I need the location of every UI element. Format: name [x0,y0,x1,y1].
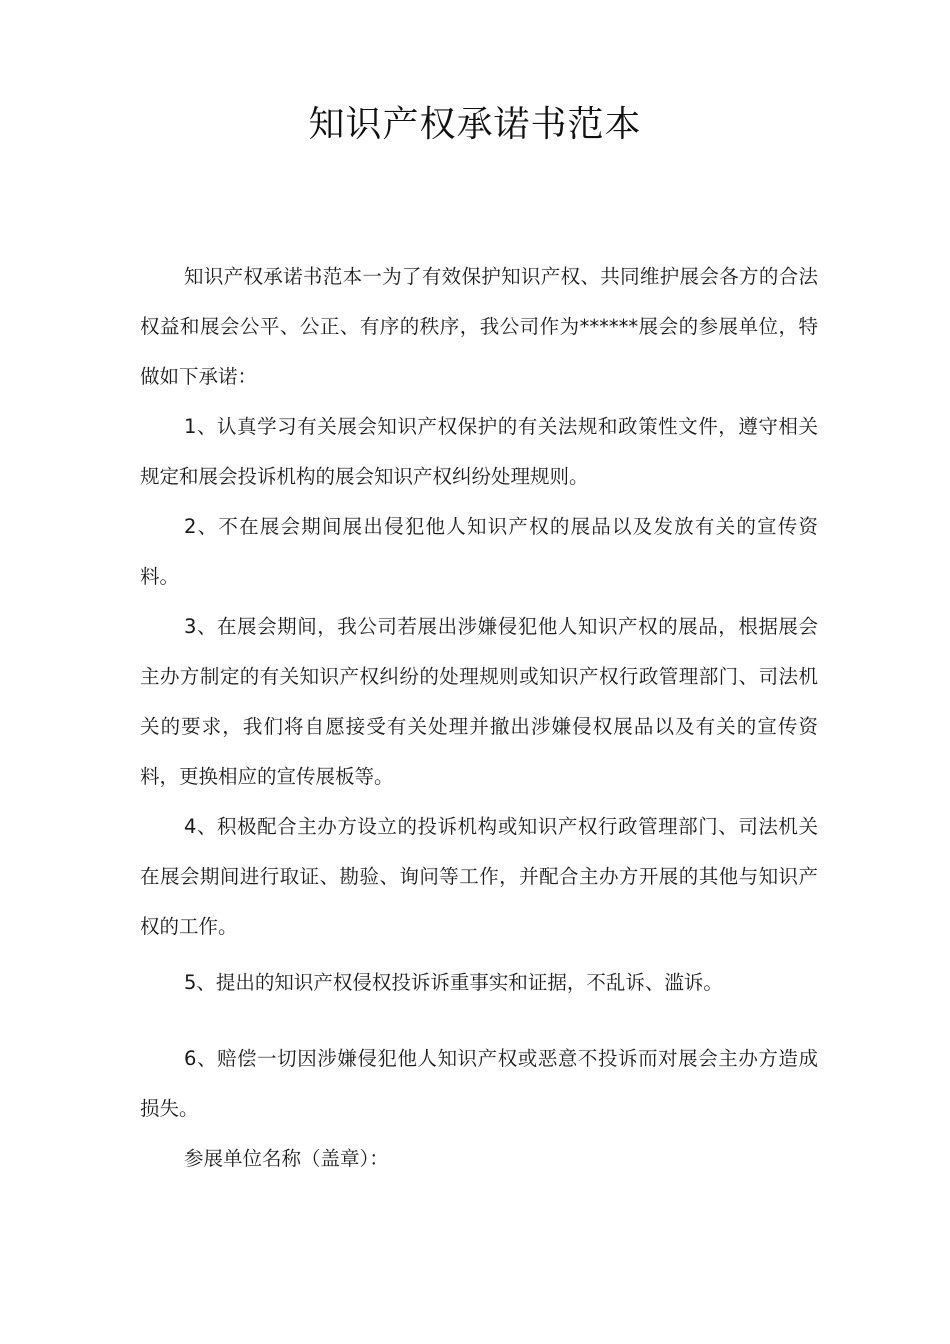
commitment-item-5: 5、提出的知识产权侵权投诉诉重事实和证据，不乱诉、滥诉。 [184,971,723,994]
commitment-item-3: 3、在展会期间，我公司若展出涉嫌侵犯他人知识产权的展品，根据展会主办方制定的有关知识产权纠纷的处理规则或知识产权行政管理部门、司法机关的要求，我们将自愿接受有关处理并撤出涉嫌侵权展品以及有关的宣传资料，更换相应的宣传展板等。 [140,615,818,788]
signature-line: 参展单位名称（盖章）： [184,1147,389,1170]
commitment-item-1: 1、认真学习有关展会知识产权保护的有关法规和政策性文件，遵守相关规定和展会投诉机构的展会知识产权纠纷处理规则。 [140,415,818,488]
commitment-item-4: 4、积极配合主办方设立的投诉机构或知识产权行政管理部门、司法机关在展会期间进行取证、勘验、询问等工作，并配合主办方开展的其他与知识产权的工作。 [140,815,818,938]
commitment-item-2: 2、不在展会期间展出侵犯他人知识产权的展品以及发放有关的宣传资料。 [140,515,818,588]
commitment-item-6: 6、赔偿一切因涉嫌侵犯他人知识产权或恶意不投诉而对展会主办方造成损失。 [140,1047,818,1120]
document-title: 知识产权承诺书范本 [308,104,642,145]
intro-paragraph: 知识产权承诺书范本一为了有效保护知识产权、共同维护展会各方的合法权益和展会公平、公正、有序的秩序，我公司作为******展会的参展单位，特做如下承诺： [140,265,818,388]
